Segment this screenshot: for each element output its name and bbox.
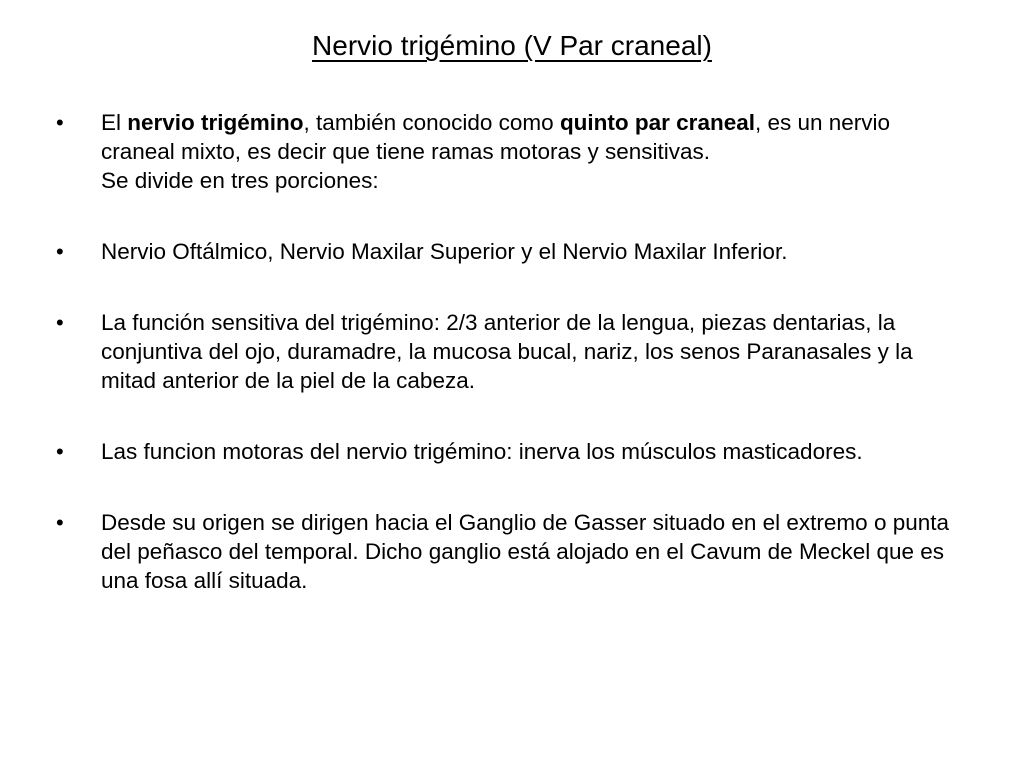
bullet-2-text: Nervio Oftálmico, Nervio Maxilar Superior y el Nervio Maxilar Inferior. xyxy=(101,239,788,264)
bullet-1-line-1 xyxy=(101,108,966,166)
bullet-1-line-2: Se divide en tres porciones: xyxy=(101,168,379,193)
bullet-item-2 xyxy=(56,237,966,266)
bullet-1-bold-b: quinto par craneal xyxy=(559,110,755,135)
slide-title xyxy=(0,26,1024,66)
bullet-list xyxy=(56,108,966,637)
bullet-4-text: Las funcion motoras del nervio trigémino: inerva los músculos masticadores. xyxy=(101,439,863,464)
bullet-item-1 xyxy=(56,108,966,195)
bullet-1-bold-a: nervio trigémino xyxy=(127,110,304,135)
bullet-1-text-a: El xyxy=(101,110,128,135)
bullet-dot-icon: • xyxy=(56,239,64,264)
bullet-item-3 xyxy=(56,308,966,395)
bullet-item-5 xyxy=(56,508,966,595)
bullet-dot-icon: • xyxy=(56,110,64,135)
bullet-dot-icon: • xyxy=(56,439,64,464)
bullet-5-text: Desde su origen se dirigen hacia el Ganglio de Gasser situado en el extremo o punta del peñasco del temporal. Dicho ganglio está alojado en el Cavum de Meckel que es una fosa allí situada. xyxy=(101,510,950,593)
bullet-3-text: La función sensitiva del trigémino: 2/3 anterior de la lengua, piezas dentarias, la conjuntiva del ojo, duramadre, la mucosa bucal, nariz, los senos Paranasales y la mitad anterior de la piel de la cabeza. xyxy=(101,310,913,393)
bullet-1-text-c: , es un nervio craneal mixto, es decir que tiene ramas motoras y sensitivas. xyxy=(101,110,891,164)
bullet-item-4 xyxy=(56,437,966,466)
bullet-dot-icon: • xyxy=(56,510,64,535)
bullet-dot-icon: • xyxy=(56,310,64,335)
slide-title-text: Nervio trigémino (V Par craneal) xyxy=(312,30,712,61)
bullet-1-text-b: , también conocido como xyxy=(303,110,560,135)
